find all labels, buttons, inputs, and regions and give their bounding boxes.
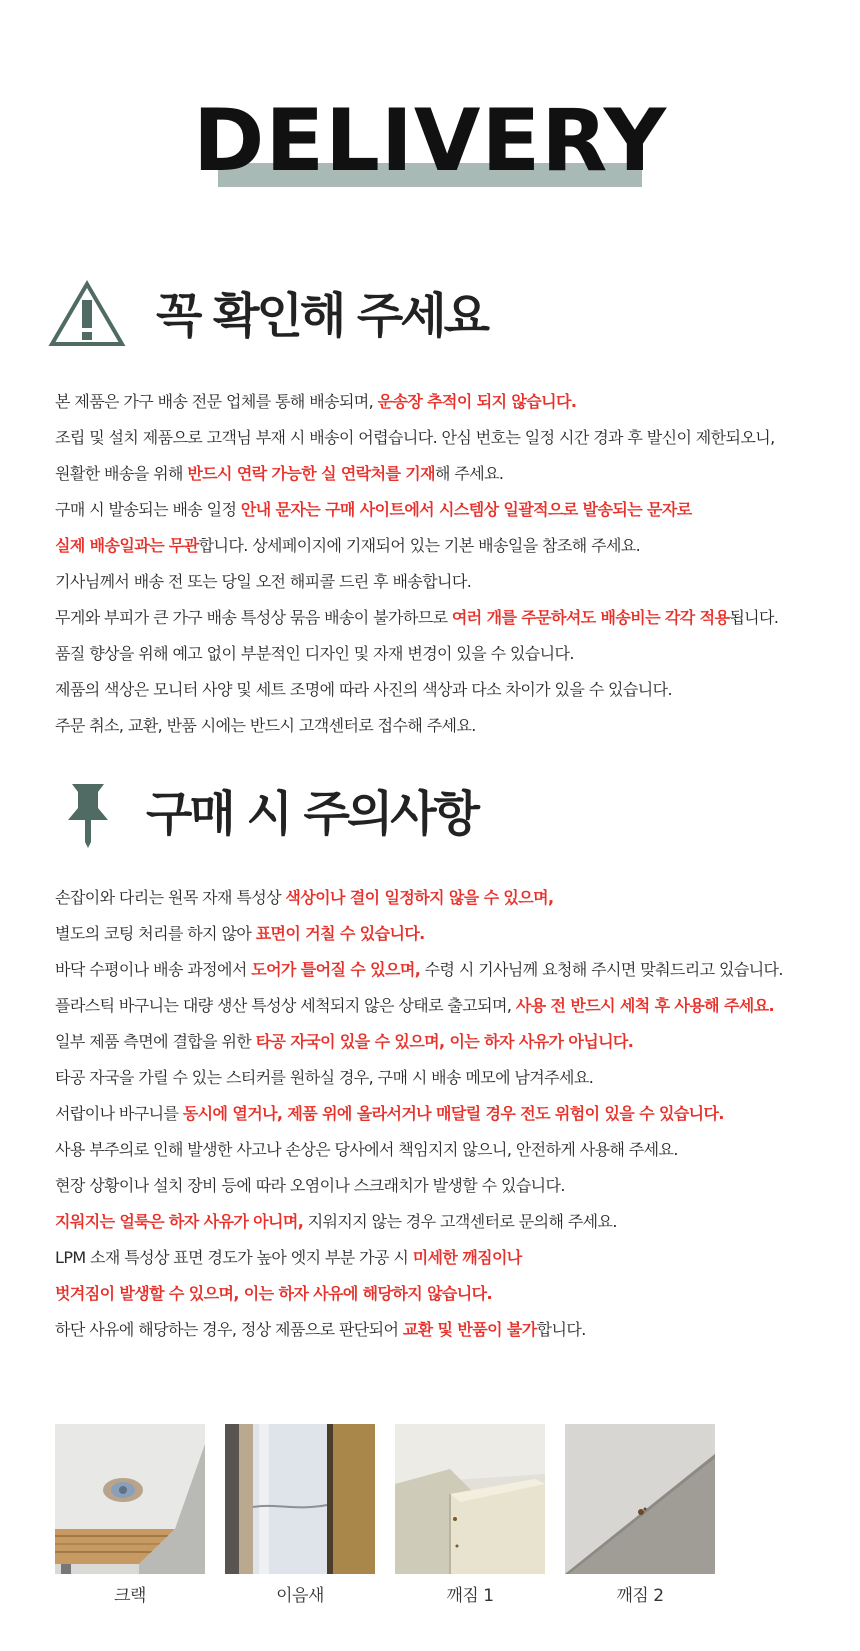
photo-caption: 이음새 <box>276 1586 324 1606</box>
highlighted-text: 타공 자국이 있을 수 있으며, 이는 하자 사유가 아닙니다. <box>255 1032 634 1051</box>
notice-line <box>55 636 845 672</box>
notice-line <box>55 420 845 456</box>
photo-chip-2 <box>565 1424 715 1608</box>
photo-caption: 크랙 <box>114 1586 146 1606</box>
photo-caption: 깨짐 2 <box>616 1586 664 1606</box>
pushpin-icon <box>64 780 112 850</box>
notice-text: 합니다. <box>536 1320 586 1339</box>
photo-chip-1 <box>395 1424 545 1608</box>
notice-text: 합니다. 상세페이지에 기재되어 있는 기본 배송일을 참조해 주세요. <box>198 536 641 555</box>
notice-line <box>55 528 845 564</box>
notice-text: 본 제품은 가구 배송 전문 업체를 통해 배송되며, <box>55 392 378 411</box>
notice-line <box>55 600 845 636</box>
notice-text: 제품의 색상은 모니터 사양 및 세트 조명에 따라 사진의 색상과 다소 차이가 있을 수 있습니다. <box>55 680 672 699</box>
notice-text: 손잡이와 다리는 원목 자재 특성상 <box>55 888 286 907</box>
notice-text: 타공 자국을 가릴 수 있는 스티커를 원하실 경우, 구매 시 배송 메모에 남겨주세요. <box>55 1068 594 1087</box>
notice-text: 일부 제품 측면에 결합을 위한 <box>55 1032 256 1051</box>
notice-text: 원활한 배송을 위해 <box>55 464 188 483</box>
highlighted-text: 표면이 거칠 수 있습니다. <box>255 924 425 943</box>
chip-photo-1-icon <box>395 1424 545 1574</box>
notice-line <box>55 384 845 420</box>
highlighted-text: 반드시 연락 가능한 실 연락처를 기재 <box>187 464 436 483</box>
notice-text: 플라스틱 바구니는 대량 생산 특성상 세척되지 않은 상태로 출고되며, <box>55 996 516 1015</box>
notice-text: 하단 사유에 해당하는 경우, 정상 제품으로 판단되어 <box>55 1320 403 1339</box>
photo-caption: 깨짐 1 <box>446 1586 494 1606</box>
notice-text: 조립 및 설치 제품으로 고객님 부재 시 배송이 어렵습니다. 안심 번호는 일정 시간 경과 후 발신이 제한되오니, <box>55 428 775 447</box>
notice-text: 별도의 코팅 처리를 하지 않아 <box>55 924 256 943</box>
warning-triangle-icon <box>48 280 126 348</box>
notice-text: 됩니다. <box>729 608 779 627</box>
notice-line <box>55 564 845 600</box>
highlighted-text: 실제 배송일과는 무관 <box>55 536 199 555</box>
highlighted-text: 동시에 열거나, 제품 위에 올라서거나 매달릴 경우 전도 위험이 있을 수 있습니다. <box>182 1104 724 1123</box>
notice-text: LPM 소재 특성상 표면 경도가 높아 엣지 부분 가공 시 <box>55 1248 413 1267</box>
notice-text: 품질 향상을 위해 예고 없이 부분적인 디자인 및 자재 변경이 있을 수 있습니다. <box>55 644 574 663</box>
highlighted-text: 안내 문자는 구매 사이트에서 시스템상 일괄적으로 발송되는 문자로 <box>240 500 692 519</box>
highlighted-text: 운송장 추적이 되지 않습니다. <box>377 392 577 411</box>
page-title: DELIVERY <box>192 91 668 191</box>
defect-photo-row <box>55 1424 775 1624</box>
highlighted-text: 사용 전 반드시 세척 후 사용해 주세요. <box>515 996 774 1015</box>
photo-crack <box>55 1424 205 1608</box>
notice-line <box>55 1096 845 1132</box>
highlighted-text: 미세한 깨짐이나 <box>412 1248 522 1267</box>
seam-photo-icon <box>225 1424 375 1574</box>
notice-line <box>55 952 845 988</box>
notice-line <box>55 1240 845 1276</box>
notice-line <box>55 1312 845 1348</box>
section-caution-title: 구매 시 주의사항 <box>146 786 477 842</box>
delivery-title-block <box>0 91 860 196</box>
crack-photo-icon <box>55 1424 205 1574</box>
notice-line <box>55 916 845 952</box>
photo-seam <box>225 1424 375 1608</box>
notice-line <box>55 880 845 916</box>
section-caution-heading <box>0 780 860 870</box>
highlighted-text: 교환 및 반품이 불가 <box>402 1320 537 1339</box>
notice-text: 구매 시 발송되는 배송 일정 <box>55 500 241 519</box>
notice-line <box>55 1168 845 1204</box>
section-caution-body <box>55 880 845 1348</box>
notice-text: 지워지지 않는 경우 고객센터로 문의해 주세요. <box>303 1212 617 1231</box>
notice-text: 수령 시 기사님께 요청해 주시면 맞춰드리고 있습니다. <box>420 960 783 979</box>
notice-line <box>55 1024 845 1060</box>
highlighted-text: 도어가 틀어질 수 있으며, <box>251 960 421 979</box>
notice-line <box>55 1204 845 1240</box>
highlighted-text: 색상이나 결이 일정하지 않을 수 있으며, <box>285 888 554 907</box>
notice-text: 무게와 부피가 큰 가구 배송 특성상 묶음 배송이 불가하므로 <box>55 608 452 627</box>
notice-text: 바닥 수평이나 배송 과정에서 <box>55 960 252 979</box>
chip-photo-2-icon <box>565 1424 715 1574</box>
section-check-heading <box>0 278 860 368</box>
highlighted-text: 지워지는 얼룩은 하자 사유가 아니며, <box>55 1212 304 1231</box>
notice-text: 기사님께서 배송 전 또는 당일 오전 해피콜 드린 후 배송합니다. <box>55 572 472 591</box>
notice-line <box>55 1132 845 1168</box>
notice-line <box>55 708 845 744</box>
notice-text: 주문 취소, 교환, 반품 시에는 반드시 고객센터로 접수해 주세요. <box>55 716 476 735</box>
notice-text: 현장 상황이나 설치 장비 등에 따라 오염이나 스크래치가 발생할 수 있습니다. <box>55 1176 565 1195</box>
notice-text: 사용 부주의로 인해 발생한 사고나 손상은 당사에서 책임지지 않으니, 안전하게 사용해 주세요. <box>55 1140 678 1159</box>
section-check-body <box>55 384 845 744</box>
notice-line <box>55 988 845 1024</box>
notice-line <box>55 492 845 528</box>
notice-text: 서랍이나 바구니를 <box>55 1104 183 1123</box>
notice-text: 해 주세요. <box>435 464 504 483</box>
notice-line <box>55 456 845 492</box>
highlighted-text: 여러 개를 주문하셔도 배송비는 각각 적용 <box>451 608 730 627</box>
notice-line <box>55 1276 845 1312</box>
notice-line <box>55 672 845 708</box>
highlighted-text: 벗겨짐이 발생할 수 있으며, 이는 하자 사유에 해당하지 않습니다. <box>55 1284 492 1303</box>
notice-line <box>55 1060 845 1096</box>
section-check-title: 꼭 확인해 주세요 <box>156 288 487 344</box>
